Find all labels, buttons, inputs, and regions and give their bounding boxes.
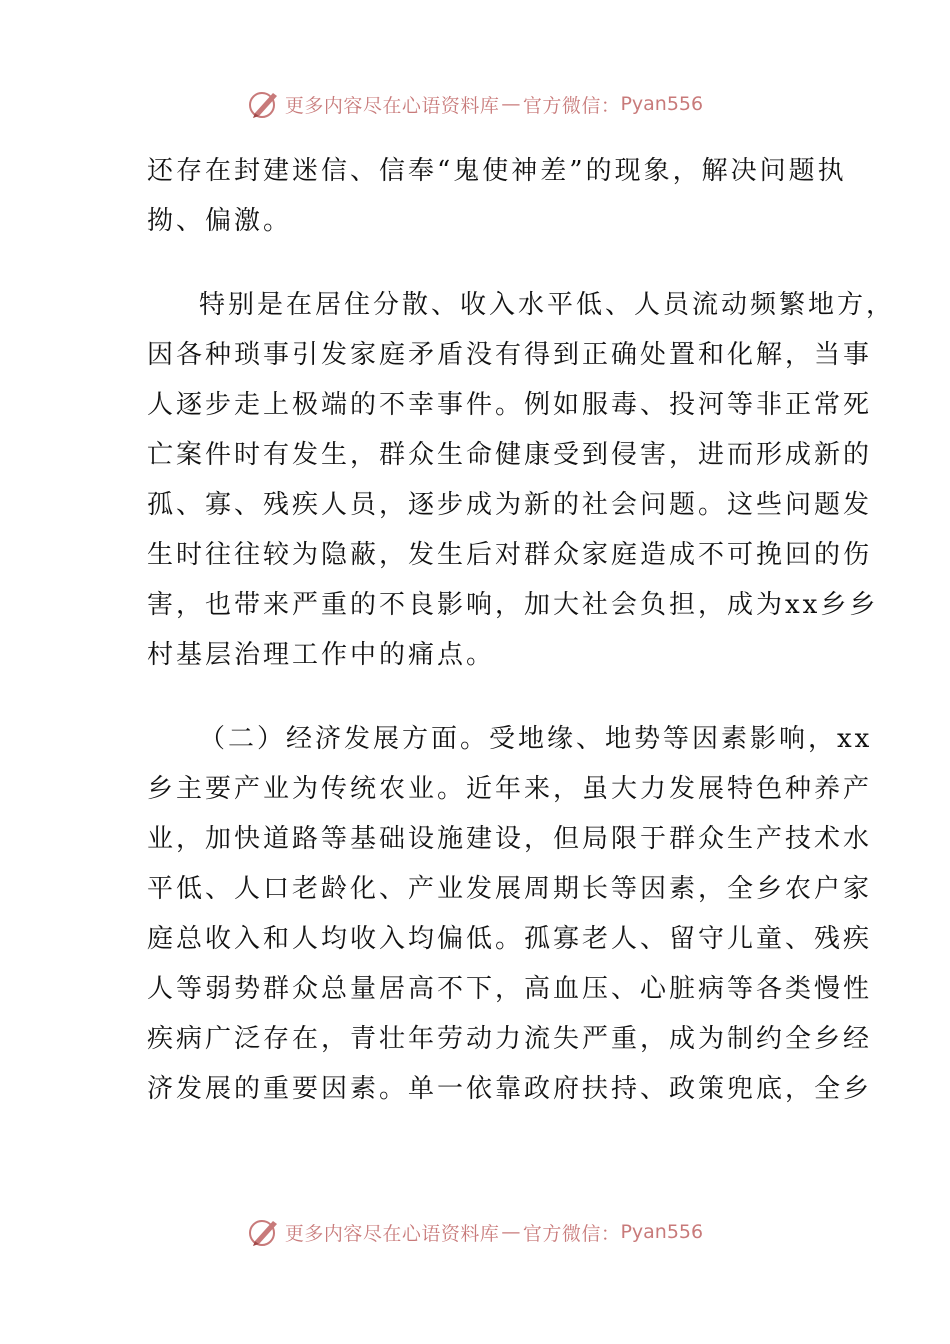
watermark-wechat-label: 官方微信： [522,94,621,117]
document-body [147,146,896,1114]
text-line: 拗、偏激。 [147,206,293,236]
watermark-wechat-id: Pyan556 [620,93,704,115]
text-line: 特别是在居住分散、收入水平低、人员流动频繁地方， [199,290,896,320]
watermark-wechat-label: 官方微信： [522,1222,621,1245]
paragraph-3 [147,714,873,1114]
text-line: 济发展的重要因素。单一依靠政府扶持、政策兜底，全乡 [147,1074,873,1104]
footer-watermark [0,1212,950,1252]
text-line: 人等弱势群众总量居高不下，高血压、心脏病等各类慢性 [147,974,873,1004]
text-line: 人逐步走上极端的不幸事件。例如服毒、投河等非正常死 [147,390,873,420]
watermark-wechat-id: Pyan556 [620,1221,704,1243]
pen-in-circle-logo-icon [247,1215,281,1249]
text-line: （二）经济发展方面。受地缘、地势等因素影响，xx [199,724,873,754]
text-line: 亡案件时有发生，群众生命健康受到侵害，进而形成新的 [147,440,873,470]
text-line: 疾病广泛存在，青壮年劳动力流失严重，成为制约全乡经 [147,1024,873,1054]
text-line: 乡主要产业为传统农业。近年来，虽大力发展特色种养产 [147,774,873,804]
text-line: 平低、人口老龄化、产业发展周期长等因素，全乡农户家 [147,874,873,904]
text-line: 庭总收入和人均收入均偏低。孤寡老人、留守儿童、残疾 [147,924,873,954]
text-line: 还存在封建迷信、信奉“鬼使神差”的现象，解决问题执 [147,156,847,186]
paragraph-1 [147,146,847,246]
pen-in-circle-logo-icon [247,87,281,121]
watermark-separator: — [501,93,521,115]
watermark-separator: — [501,1221,521,1243]
text-line: 村基层治理工作中的痛点。 [147,640,496,670]
watermark-site-text: 更多内容尽在心语资料库 [284,1222,500,1245]
text-line: 害，也带来严重的不良影响，加大社会负担，成为xx乡乡 [147,590,879,620]
text-line: 因各种琐事引发家庭矛盾没有得到正确处置和化解，当事 [147,340,873,370]
paragraph-2 [147,280,896,680]
text-line: 孤、寡、残疾人员，逐步成为新的社会问题。这些问题发 [147,490,873,520]
watermark-site-text: 更多内容尽在心语资料库 [284,94,500,117]
text-line: 业，加快道路等基础设施建设，但局限于群众生产技术水 [147,824,873,854]
text-line: 生时往往较为隐蔽，发生后对群众家庭造成不可挽回的伤 [147,540,873,570]
header-watermark [0,84,950,124]
